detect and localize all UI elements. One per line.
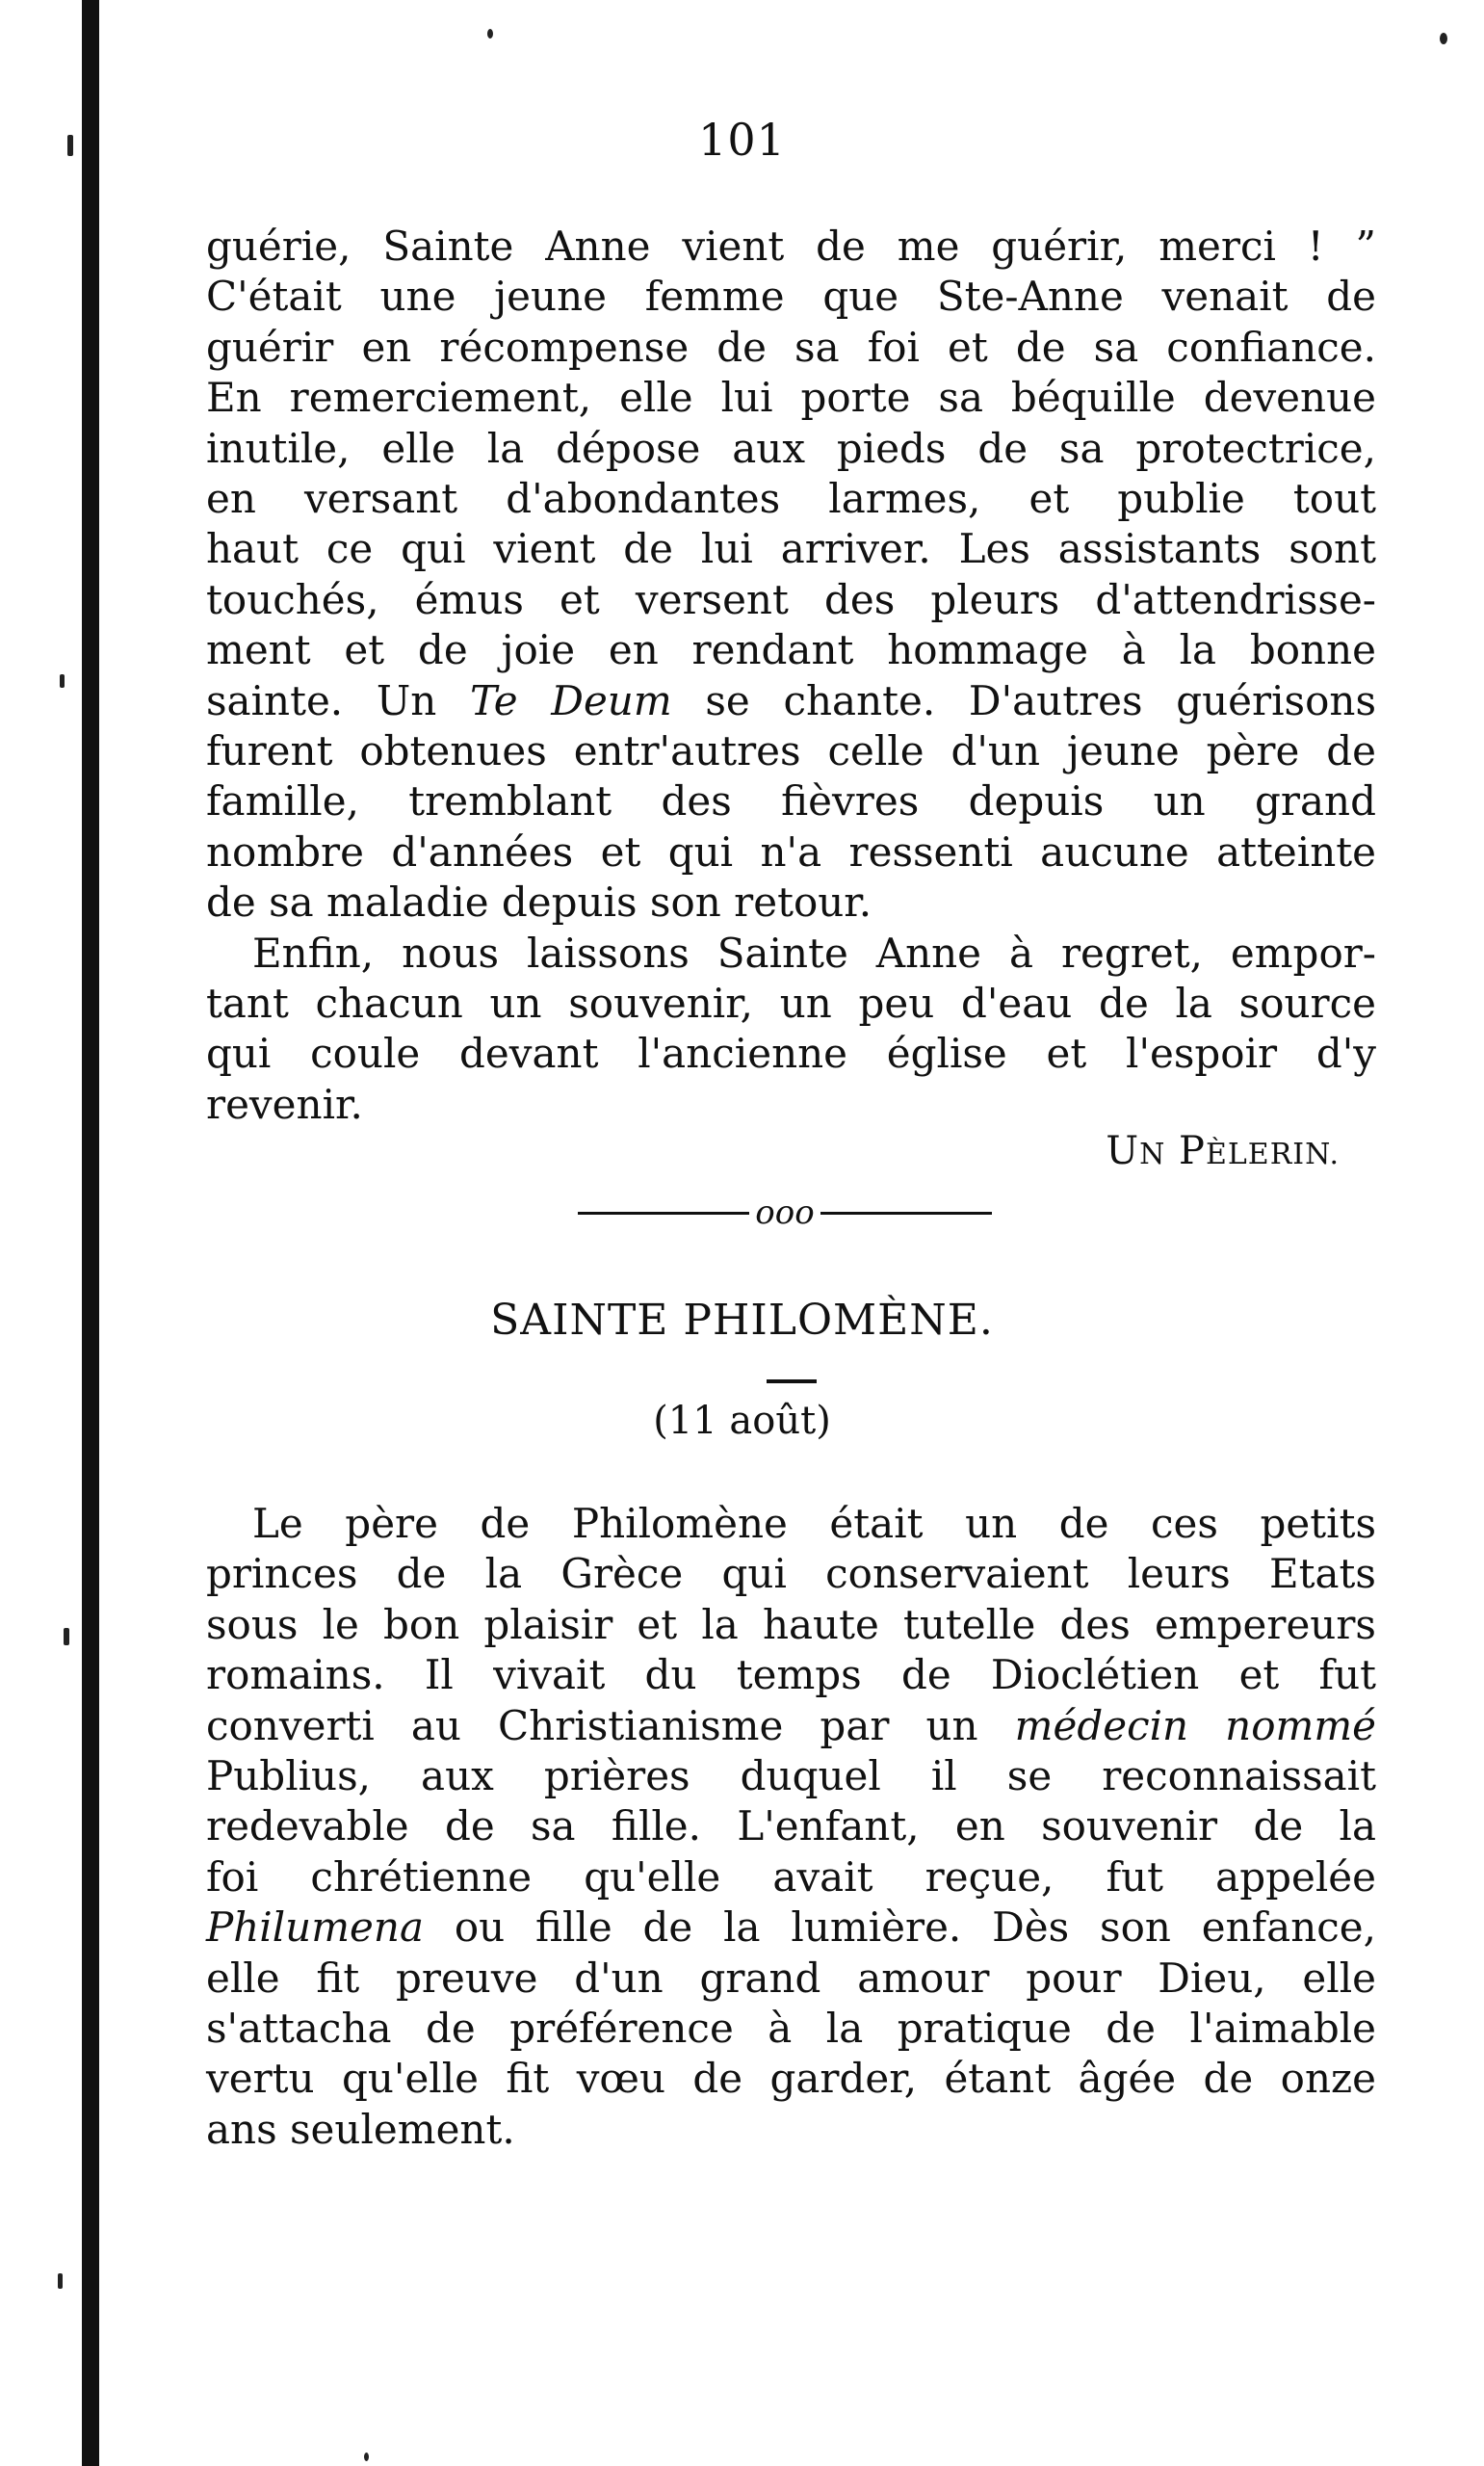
signature-smallcaps: N — [1139, 1138, 1166, 1171]
binding-speck — [58, 2273, 63, 2289]
separator-mark: ooo — [755, 1194, 815, 1232]
text-line: furent obtenues entr'autres celle d'un jeune père de — [206, 726, 1376, 774]
signature — [1106, 1129, 1340, 1173]
binding-edge — [82, 0, 99, 2466]
text-line: guérir en récompense de sa foi et de sa confiance. — [206, 323, 1376, 371]
text-line: revenir. — [206, 1080, 363, 1128]
section-title: SAINTE PHILOMÈNE. — [490, 1296, 994, 1345]
title-rule — [767, 1379, 817, 1383]
text-line: ans seulement. — [206, 2105, 515, 2153]
text-line: famille, tremblant des fièvres depuis un grand — [206, 777, 1376, 826]
separator-rule — [820, 1212, 992, 1215]
section-date: (11 août) — [653, 1399, 831, 1443]
stray-mark — [487, 29, 493, 39]
text-line: en versant d'abondantes larmes, et publie tout — [206, 474, 1376, 522]
text-fragment: converti au Christianisme par un — [206, 1701, 1015, 1749]
text-line: Le père de Philomène était un de ces petits — [252, 1500, 1376, 1547]
separator-rule — [578, 1212, 749, 1215]
text-line: touchés, émus et versent des pleurs d'attendrisse- — [206, 575, 1376, 623]
paragraph-1 — [206, 222, 1376, 928]
paragraph-2 — [206, 929, 1376, 1131]
text-line: s'attacha de préférence à la pratique de l'aimable — [206, 2004, 1376, 2052]
text-line: nombre d'années et qui n'a ressenti aucune atteinte — [206, 827, 1376, 876]
text-fragment: se chante. D'autres guérisons — [671, 676, 1376, 724]
text-line: qui coule devant l'ancienne église et l'espoir d'y — [206, 1030, 1376, 1078]
text-line: Publius, aux prières duquel il se reconnaissait — [206, 1751, 1376, 1799]
text-line: haut ce qui vient de lui arriver. Les assistants sont — [206, 525, 1376, 573]
text-line: C'était une jeune femme que Ste-Anne venait de — [206, 273, 1376, 321]
text-fragment: ou fille de la lumière. Dès son enfance, — [424, 1903, 1376, 1952]
signature-initial: P — [1179, 1129, 1206, 1173]
text-line: sous le bon plaisir et la haute tutelle des empereurs — [206, 1600, 1376, 1648]
text-line: inutile, elle la dépose aux pieds de sa protectrice, — [206, 424, 1376, 472]
text-line: ment et de joie en rendant hommage à la bonne — [206, 626, 1376, 674]
binding-speck — [60, 674, 65, 688]
text-line: redevable de sa fille. L'enfant, en souvenir de la — [206, 1802, 1376, 1850]
text-line: vertu qu'elle fit vœu de garder, étant âgée de onze — [206, 2055, 1376, 2103]
paragraph-3 — [206, 1499, 1376, 2155]
signature-smallcaps: ÈLERIN. — [1205, 1138, 1340, 1171]
text-line: foi chrétienne qu'elle avait reçue, fut appelée — [206, 1852, 1376, 1901]
page-number: 101 — [698, 114, 786, 166]
text-line: En remerciement, elle lui porte sa béquille devenue — [206, 374, 1376, 422]
text-line: de sa maladie depuis son retour. — [206, 879, 872, 927]
stray-mark — [1440, 33, 1447, 44]
signature-initial: U — [1106, 1129, 1140, 1173]
text-line: princes de la Grèce qui conservaient leurs Etats — [206, 1550, 1376, 1598]
text-line — [206, 1902, 1376, 1953]
italic-philumena: Philumena — [206, 1903, 424, 1952]
italic-medecin: médecin nommé — [1014, 1701, 1377, 1749]
text-line: Enfin, nous laissons Sainte Anne à regret, empor- — [252, 929, 1376, 977]
text-line: elle fit preuve d'un grand amour pour Dieu, elle — [206, 1954, 1376, 2002]
binding-speck — [64, 1628, 69, 1645]
text-line: tant chacun un souvenir, un peu d'eau de la source — [206, 979, 1376, 1027]
italic-te-deum: Te Deum — [469, 676, 672, 724]
stray-mark — [364, 2453, 369, 2461]
text-line — [206, 676, 1376, 726]
text-line: guérie, Sainte Anne vient de me guérir, merci ! ” — [206, 223, 1376, 270]
text-fragment: sainte. Un — [206, 676, 470, 724]
text-line — [206, 1701, 1376, 1751]
text-line: romains. Il vivait du temps de Dioclétien et fut — [206, 1651, 1376, 1699]
section-separator — [578, 1189, 992, 1237]
